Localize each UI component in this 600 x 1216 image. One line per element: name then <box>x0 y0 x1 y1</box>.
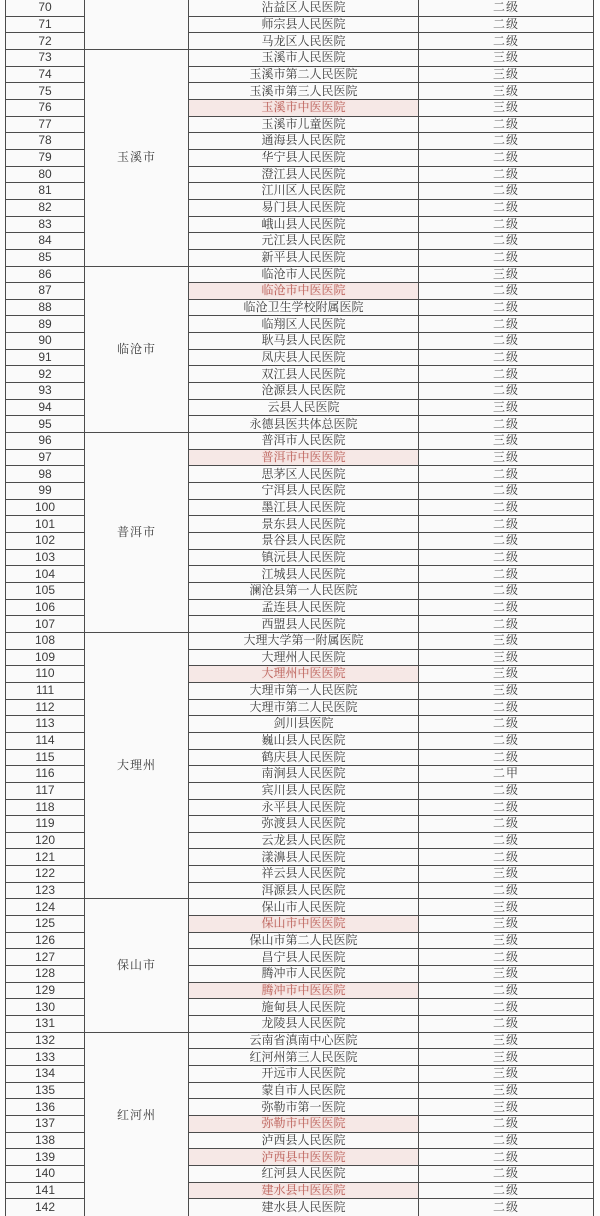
row-number-cell: 128 <box>6 966 85 983</box>
grade-cell: 二级 <box>419 1016 594 1033</box>
row-number-cell: 91 <box>6 349 85 366</box>
grade-cell: 二级 <box>419 216 594 233</box>
hospital-cell-tcm-highlight: 普洱市中医医院 <box>189 449 419 466</box>
grade-cell: 三级 <box>419 866 594 883</box>
hospital-cell: 红河州第三人民医院 <box>189 1049 419 1066</box>
row-number-cell: 115 <box>6 749 85 766</box>
hospital-cell: 弥渡县人民医院 <box>189 816 419 833</box>
grade-cell: 二级 <box>419 799 594 816</box>
table-row <box>6 266 594 283</box>
hospital-cell: 元江县人民医院 <box>189 233 419 250</box>
grade-cell: 三级 <box>419 433 594 450</box>
table-row <box>6 0 594 16</box>
row-number-cell: 81 <box>6 183 85 200</box>
grade-cell: 二级 <box>419 599 594 616</box>
row-number-cell: 131 <box>6 1016 85 1033</box>
row-number-cell: 111 <box>6 682 85 699</box>
grade-cell: 二级 <box>419 832 594 849</box>
grade-cell: 二级 <box>419 1165 594 1182</box>
grade-cell: 二级 <box>419 149 594 166</box>
hospital-cell: 普洱市人民医院 <box>189 433 419 450</box>
row-number-cell: 122 <box>6 866 85 883</box>
row-number-cell: 134 <box>6 1066 85 1083</box>
city-cell <box>85 49 189 266</box>
grade-cell: 二级 <box>419 133 594 150</box>
city-label: 红河州 <box>116 1108 156 1123</box>
row-number-cell: 89 <box>6 316 85 333</box>
grade-cell: 二级 <box>419 582 594 599</box>
grade-cell: 三级 <box>419 649 594 666</box>
grade-cell: 二级 <box>419 416 594 433</box>
hospital-cell: 大理市第一人民医院 <box>189 682 419 699</box>
grade-cell: 二级 <box>419 1149 594 1166</box>
row-number-cell: 70 <box>6 0 85 16</box>
hospital-cell: 新平县人民医院 <box>189 249 419 266</box>
row-number-cell: 142 <box>6 1199 85 1216</box>
grade-cell: 三级 <box>419 99 594 116</box>
grade-cell: 二级 <box>419 982 594 999</box>
grade-cell: 三级 <box>419 966 594 983</box>
hospital-cell: 思茅区人民医院 <box>189 466 419 483</box>
row-number-cell: 103 <box>6 549 85 566</box>
grade-cell: 二级 <box>419 516 594 533</box>
row-number-cell: 109 <box>6 649 85 666</box>
row-number-cell: 139 <box>6 1149 85 1166</box>
hospital-cell-tcm-highlight: 大理州中医医院 <box>189 666 419 683</box>
grade-cell: 二级 <box>419 749 594 766</box>
row-number-cell: 71 <box>6 16 85 33</box>
grade-cell: 三级 <box>419 899 594 916</box>
hospital-cell: 华宁县人民医院 <box>189 149 419 166</box>
row-number-cell: 132 <box>6 1032 85 1049</box>
row-number-cell: 102 <box>6 533 85 550</box>
row-number-cell: 112 <box>6 699 85 716</box>
row-number-cell: 101 <box>6 516 85 533</box>
hospital-cell: 临沧市人民医院 <box>189 266 419 283</box>
hospital-cell: 昌宁县人民医院 <box>189 949 419 966</box>
hospital-cell: 蒙自市人民医院 <box>189 1082 419 1099</box>
grade-cell: 二级 <box>419 233 594 250</box>
city-label: 普洱市 <box>116 524 156 539</box>
hospital-cell: 开远市人民医院 <box>189 1066 419 1083</box>
hospital-cell: 大理州人民医院 <box>189 649 419 666</box>
grade-cell: 二级 <box>419 383 594 400</box>
hospital-cell: 巍山县人民医院 <box>189 732 419 749</box>
grade-cell: 二级 <box>419 116 594 133</box>
hospital-cell: 澄江县人民医院 <box>189 166 419 183</box>
hospital-cell: 易门县人民医院 <box>189 199 419 216</box>
row-number-cell: 78 <box>6 133 85 150</box>
grade-cell: 二甲 <box>419 766 594 783</box>
hospital-cell: 江城县人民医院 <box>189 566 419 583</box>
hospital-cell: 云县人民医院 <box>189 399 419 416</box>
row-number-cell: 79 <box>6 149 85 166</box>
row-number-cell: 136 <box>6 1099 85 1116</box>
city-cell <box>85 266 189 433</box>
row-number-cell: 104 <box>6 566 85 583</box>
hospital-cell: 永德县医共体总医院 <box>189 416 419 433</box>
row-number-cell: 94 <box>6 399 85 416</box>
grade-cell: 二级 <box>419 333 594 350</box>
grade-cell: 二级 <box>419 466 594 483</box>
row-number-cell: 80 <box>6 166 85 183</box>
hospital-cell: 江川区人民医院 <box>189 183 419 200</box>
row-number-cell: 100 <box>6 499 85 516</box>
grade-cell: 二级 <box>419 782 594 799</box>
grade-cell: 二级 <box>419 33 594 50</box>
row-number-cell: 77 <box>6 116 85 133</box>
hospital-cell: 洱源县人民医院 <box>189 882 419 899</box>
hospital-cell: 双江县人民医院 <box>189 366 419 383</box>
row-number-cell: 119 <box>6 816 85 833</box>
row-number-cell: 130 <box>6 999 85 1016</box>
row-number-cell: 76 <box>6 99 85 116</box>
grade-cell: 二级 <box>419 299 594 316</box>
table-row <box>6 49 594 66</box>
hospital-cell-tcm-highlight: 临沧市中医医院 <box>189 283 419 300</box>
hospital-cell-tcm-highlight: 腾冲市中医医院 <box>189 982 419 999</box>
hospital-cell: 师宗县人民医院 <box>189 16 419 33</box>
grade-cell: 二级 <box>419 1115 594 1132</box>
city-label: 玉溪市 <box>116 150 156 165</box>
row-number-cell: 125 <box>6 916 85 933</box>
hospital-cell: 泸西县人民医院 <box>189 1132 419 1149</box>
hospital-cell: 玉溪市人民医院 <box>189 49 419 66</box>
row-number-cell: 86 <box>6 266 85 283</box>
hospital-cell-tcm-highlight: 泸西县中医医院 <box>189 1149 419 1166</box>
row-number-cell: 137 <box>6 1115 85 1132</box>
grade-cell: 二级 <box>419 549 594 566</box>
hospital-cell: 玉溪市第二人民医院 <box>189 66 419 83</box>
row-number-cell: 140 <box>6 1165 85 1182</box>
hospital-cell: 沾益区人民医院 <box>189 0 419 16</box>
table-row <box>6 1032 594 1049</box>
hospital-cell: 孟连县人民医院 <box>189 599 419 616</box>
grade-cell: 三级 <box>419 1066 594 1083</box>
row-number-cell: 141 <box>6 1182 85 1199</box>
hospital-cell: 澜沧县第一人民医院 <box>189 582 419 599</box>
hospital-cell: 云龙县人民医院 <box>189 832 419 849</box>
row-number-cell: 113 <box>6 716 85 733</box>
hospital-cell: 通海县人民医院 <box>189 133 419 150</box>
hospital-cell-tcm-highlight: 弥勒市中医医院 <box>189 1115 419 1132</box>
row-number-cell: 129 <box>6 982 85 999</box>
row-number-cell: 135 <box>6 1082 85 1099</box>
grade-cell: 二级 <box>419 249 594 266</box>
hospital-cell: 弥勒市第一医院 <box>189 1099 419 1116</box>
hospital-cell: 玉溪市第三人民医院 <box>189 83 419 100</box>
hospital-cell-tcm-highlight: 建水县中医医院 <box>189 1182 419 1199</box>
hospital-cell: 永平县人民医院 <box>189 799 419 816</box>
grade-cell: 二级 <box>419 732 594 749</box>
hospital-cell: 沧源县人民医院 <box>189 383 419 400</box>
row-number-cell: 110 <box>6 666 85 683</box>
hospital-cell: 云南省滇南中心医院 <box>189 1032 419 1049</box>
row-number-cell: 82 <box>6 199 85 216</box>
grade-cell: 二级 <box>419 499 594 516</box>
row-number-cell: 116 <box>6 766 85 783</box>
row-number-cell: 90 <box>6 333 85 350</box>
grade-cell: 三级 <box>419 266 594 283</box>
city-cell <box>85 1032 189 1216</box>
grade-cell: 二级 <box>419 566 594 583</box>
row-number-cell: 97 <box>6 449 85 466</box>
grade-cell: 二级 <box>419 1182 594 1199</box>
grade-cell: 三级 <box>419 449 594 466</box>
grade-cell: 二级 <box>419 616 594 633</box>
hospital-grade-table-body <box>6 0 594 1216</box>
hospital-cell: 镇沅县人民医院 <box>189 549 419 566</box>
row-number-cell: 74 <box>6 66 85 83</box>
grade-cell: 二级 <box>419 699 594 716</box>
grade-cell: 二级 <box>419 349 594 366</box>
hospital-cell: 施甸县人民医院 <box>189 999 419 1016</box>
grade-cell: 三级 <box>419 1099 594 1116</box>
city-cell <box>85 433 189 633</box>
hospital-cell-tcm-highlight: 玉溪市中医医院 <box>189 99 419 116</box>
row-number-cell: 106 <box>6 599 85 616</box>
hospital-cell: 大理大学第一附属医院 <box>189 632 419 649</box>
grade-cell: 二级 <box>419 316 594 333</box>
hospital-cell: 景东县人民医院 <box>189 516 419 533</box>
grade-cell: 三级 <box>419 66 594 83</box>
row-number-cell: 124 <box>6 899 85 916</box>
hospital-cell: 玉溪市儿童医院 <box>189 116 419 133</box>
grade-cell: 二级 <box>419 183 594 200</box>
hospital-cell: 临翔区人民医院 <box>189 316 419 333</box>
row-number-cell: 83 <box>6 216 85 233</box>
grade-cell: 三级 <box>419 1032 594 1049</box>
grade-cell: 二级 <box>419 0 594 16</box>
hospital-cell: 保山市人民医院 <box>189 899 419 916</box>
grade-cell: 二级 <box>419 1199 594 1216</box>
grade-cell: 三级 <box>419 682 594 699</box>
row-number-cell: 107 <box>6 616 85 633</box>
hospital-cell: 宾川县人民医院 <box>189 782 419 799</box>
grade-cell: 二级 <box>419 816 594 833</box>
hospital-cell: 峨山县人民医院 <box>189 216 419 233</box>
row-number-cell: 127 <box>6 949 85 966</box>
hospital-cell: 红河县人民医院 <box>189 1165 419 1182</box>
city-cell <box>85 632 189 899</box>
grade-cell: 二级 <box>419 483 594 500</box>
row-number-cell: 72 <box>6 33 85 50</box>
grade-cell: 二级 <box>419 949 594 966</box>
row-number-cell: 133 <box>6 1049 85 1066</box>
grade-cell: 二级 <box>419 166 594 183</box>
grade-cell: 二级 <box>419 199 594 216</box>
grade-cell: 三级 <box>419 83 594 100</box>
grade-cell: 二级 <box>419 1132 594 1149</box>
hospital-cell: 漾濞县人民医院 <box>189 849 419 866</box>
hospital-cell: 宁洱县人民医院 <box>189 483 419 500</box>
row-number-cell: 123 <box>6 882 85 899</box>
row-number-cell: 117 <box>6 782 85 799</box>
grade-cell: 三级 <box>419 932 594 949</box>
grade-cell: 二级 <box>419 283 594 300</box>
hospital-cell: 景谷县人民医院 <box>189 533 419 550</box>
hospital-cell-tcm-highlight: 保山市中医医院 <box>189 916 419 933</box>
table-row <box>6 899 594 916</box>
row-number-cell: 118 <box>6 799 85 816</box>
hospital-cell: 腾冲市人民医院 <box>189 966 419 983</box>
city-label: 保山市 <box>116 957 156 972</box>
grade-cell: 三级 <box>419 399 594 416</box>
grade-cell: 二级 <box>419 16 594 33</box>
row-number-cell: 114 <box>6 732 85 749</box>
grade-cell: 三级 <box>419 49 594 66</box>
hospital-cell: 凤庆县人民医院 <box>189 349 419 366</box>
row-number-cell: 126 <box>6 932 85 949</box>
row-number-cell: 96 <box>6 433 85 450</box>
table-row <box>6 632 594 649</box>
hospital-cell: 建水县人民医院 <box>189 1199 419 1216</box>
row-number-cell: 73 <box>6 49 85 66</box>
hospital-cell: 祥云县人民医院 <box>189 866 419 883</box>
row-number-cell: 84 <box>6 233 85 250</box>
grade-cell: 二级 <box>419 716 594 733</box>
grade-cell: 三级 <box>419 1049 594 1066</box>
row-number-cell: 87 <box>6 283 85 300</box>
table-row <box>6 433 594 450</box>
city-label: 临沧市 <box>116 341 156 356</box>
row-number-cell: 92 <box>6 366 85 383</box>
hospital-cell: 耿马县人民医院 <box>189 333 419 350</box>
city-cell <box>85 0 189 49</box>
city-label: 大理州 <box>116 758 156 773</box>
grade-cell: 三级 <box>419 632 594 649</box>
row-number-cell: 85 <box>6 249 85 266</box>
row-number-cell: 88 <box>6 299 85 316</box>
row-number-cell: 105 <box>6 582 85 599</box>
grade-cell: 三级 <box>419 916 594 933</box>
grade-cell: 二级 <box>419 533 594 550</box>
hospital-cell: 大理市第二人民医院 <box>189 699 419 716</box>
row-number-cell: 120 <box>6 832 85 849</box>
grade-cell: 二级 <box>419 999 594 1016</box>
row-number-cell: 138 <box>6 1132 85 1149</box>
row-number-cell: 98 <box>6 466 85 483</box>
grade-cell: 二级 <box>419 882 594 899</box>
row-number-cell: 99 <box>6 483 85 500</box>
row-number-cell: 108 <box>6 632 85 649</box>
hospital-cell: 南涧县人民医院 <box>189 766 419 783</box>
city-cell <box>85 899 189 1032</box>
hospital-cell: 龙陵县人民医院 <box>189 1016 419 1033</box>
hospital-cell: 保山市第二人民医院 <box>189 932 419 949</box>
row-number-cell: 95 <box>6 416 85 433</box>
hospital-cell: 剑川县医院 <box>189 716 419 733</box>
hospital-grade-table <box>5 0 594 1216</box>
hospital-cell: 鹤庆县人民医院 <box>189 749 419 766</box>
grade-cell: 二级 <box>419 849 594 866</box>
row-number-cell: 75 <box>6 83 85 100</box>
grade-cell: 三级 <box>419 666 594 683</box>
hospital-cell: 临沧卫生学校附属医院 <box>189 299 419 316</box>
row-number-cell: 121 <box>6 849 85 866</box>
hospital-cell: 墨江县人民医院 <box>189 499 419 516</box>
row-number-cell: 93 <box>6 383 85 400</box>
hospital-cell: 马龙区人民医院 <box>189 33 419 50</box>
hospital-cell: 西盟县人民医院 <box>189 616 419 633</box>
grade-cell: 二级 <box>419 366 594 383</box>
grade-cell: 三级 <box>419 1082 594 1099</box>
